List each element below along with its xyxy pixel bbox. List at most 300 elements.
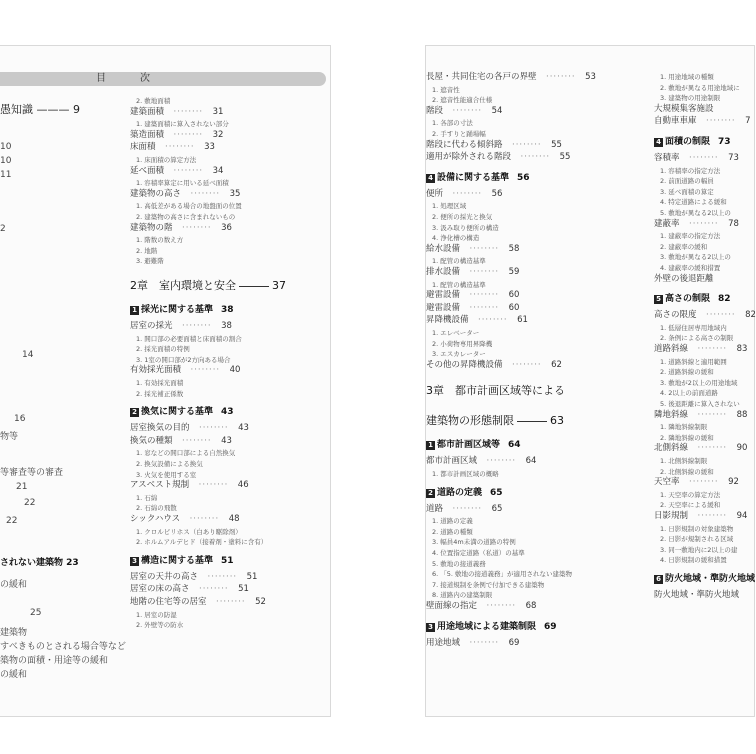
page-number: 62 [551, 359, 562, 370]
right2-sub-entry [654, 534, 733, 545]
book-gutter [330, 0, 426, 754]
right2-sub-entry [654, 422, 707, 433]
left-item-entry[interactable] [130, 107, 223, 118]
left-sub-entry [130, 119, 229, 130]
right2-sub-entry [654, 242, 707, 253]
left-sub-entry [130, 96, 170, 107]
right2-sec-entry[interactable] [654, 137, 731, 148]
entry-title: 用途地域 [426, 637, 461, 648]
leader-dots: ········ [679, 153, 729, 163]
leader-dots: ········ [688, 443, 737, 454]
right-sub-entry [426, 590, 492, 601]
page-number: 56 [491, 188, 503, 199]
left-sec-entry[interactable] [130, 407, 234, 418]
sub-entry-title: 2. 遮音性能適合仕様 [432, 96, 493, 105]
page-number: 73 [728, 153, 739, 163]
cropped-toc-fragment: すべきものとされる場合等など [0, 642, 126, 652]
sub-entry-title: 2. 建築物の高さに含まれないもの [136, 213, 236, 221]
left-sub-entry [130, 527, 242, 538]
cropped-toc-fragment: 11 [0, 170, 12, 180]
entry-title: 床面積 [130, 142, 156, 153]
cropped-toc-fragment: 22 [6, 516, 18, 526]
left-sub-entry [130, 344, 190, 355]
right2-sub-entry [654, 367, 714, 378]
leader-dots: ········ [198, 571, 247, 582]
sub-entry-title: 1. 天空率の算定方法 [660, 490, 721, 499]
right-sub-entry [426, 537, 516, 548]
right2-item-entry[interactable] [654, 219, 739, 230]
sub-entry-title: 3. 敷地が2以上の用途地域 [660, 378, 738, 387]
section-number-badge: 3 [130, 557, 139, 566]
left-sub-entry [130, 235, 183, 246]
right2-item-entry[interactable] [654, 477, 739, 488]
leader-dots: ········ [511, 152, 560, 163]
page-number: 59 [508, 267, 520, 277]
leader-dots: ········ [460, 267, 509, 277]
section-number-badge: 5 [654, 295, 663, 304]
sub-entry-title: 2. 換気設備による換気 [136, 460, 203, 468]
sub-entry-title: 2. 建蔽率の緩和 [660, 242, 708, 251]
leader-dots: ········ [696, 116, 746, 127]
leader-dots: ········ [688, 511, 737, 521]
entry-title: 壁面線の指定 [426, 601, 478, 611]
sub-entry-title: 1. 隣地斜線制限 [660, 423, 708, 432]
cropped-toc-fragment: 25 [30, 608, 42, 618]
left-sub-entry [130, 178, 229, 189]
leader-dots: ········ [460, 290, 509, 301]
leader-dots: ········ [180, 514, 229, 524]
right-sec-entry[interactable] [426, 173, 530, 184]
leader-rule [239, 286, 269, 287]
page-number: 63 [550, 414, 564, 428]
leader-dots: ········ [460, 302, 509, 313]
page-number: 33 [204, 142, 215, 153]
section-number-badge: 2 [426, 489, 435, 498]
left-item-entry[interactable] [130, 597, 266, 608]
page-number: 56 [517, 172, 530, 183]
left-item-entry[interactable] [130, 189, 240, 200]
left-sub-entry [130, 246, 157, 257]
right-chapter-entry[interactable] [426, 414, 564, 428]
right-sub-entry [426, 95, 492, 106]
left-item-entry[interactable] [130, 572, 257, 583]
entry-title: 防火地域・準防火地域 [654, 590, 740, 600]
sub-entry-title: 1. 道路の定義 [432, 517, 473, 526]
sub-entry-title: 1. エレベーター [432, 329, 480, 337]
page-number: 40 [229, 365, 241, 376]
entry-title: 大規模集客施設 [654, 103, 714, 114]
sub-entry-title: 3. 同一敷地内に2以上の建 [660, 545, 738, 554]
leader-dots: ········ [443, 503, 492, 514]
right2-item-entry[interactable] [654, 511, 747, 522]
right-item-entry[interactable] [426, 601, 536, 612]
right-item-entry[interactable] [426, 106, 502, 117]
page-number: 31 [212, 106, 224, 117]
left-sec-entry[interactable] [130, 556, 234, 567]
left-sub-entry [130, 503, 177, 514]
page-number: 60 [508, 290, 520, 301]
entry-title: 隣地斜線 [654, 409, 689, 420]
left-chapter-entry[interactable] [130, 279, 286, 293]
page-number: 51 [221, 555, 234, 566]
sub-entry-title: 1. 建築面積に算入されない部分 [136, 120, 229, 129]
entry-title: 築造面積 [130, 129, 165, 140]
sub-entry-title: 2. 前面道路の幅員 [660, 177, 714, 186]
page-number: 34 [212, 165, 224, 176]
page-number: 90 [736, 443, 748, 454]
leader-dots: ········ [206, 597, 256, 607]
left-sub-entry [130, 378, 183, 389]
entry-title: 地階の住宅等の居室 [130, 597, 207, 607]
page-number: 61 [517, 315, 528, 326]
right-sub-entry [426, 580, 544, 591]
sub-entry-title: 1. 石綿 [136, 493, 158, 502]
right2-item-entry[interactable] [654, 344, 747, 355]
right-item-entry[interactable] [426, 290, 519, 301]
right-item-entry[interactable] [426, 456, 536, 467]
right-item-entry[interactable] [426, 72, 596, 83]
right2-item-entry[interactable] [654, 410, 747, 421]
sub-entry-title: 2. 天空率による緩和 [660, 501, 721, 510]
right-sec-entry[interactable] [426, 488, 503, 499]
page-number: 54 [491, 105, 503, 116]
sub-entry-title: 1. 低層住居専用地域内 [660, 323, 727, 332]
cropped-toc-fragment: 21 [16, 482, 28, 492]
sub-entry-title: 2. 地階 [136, 246, 158, 255]
sub-entry-title: 2. 小荷物専用昇降機 [432, 339, 493, 348]
right2-item-entry[interactable] [654, 274, 714, 285]
leader-dots: ········ [477, 456, 526, 467]
sub-entry-title: 1. 遮音性 [432, 85, 460, 94]
sub-entry-title: 2. 敷地が異なる用途地域に [660, 83, 740, 92]
right-item-entry[interactable] [426, 504, 502, 515]
sub-entry-title: 3. 火気を使用する室 [136, 470, 197, 479]
section-number-badge: 3 [426, 623, 435, 632]
sub-entry-title: 4. 位置指定道路（私道）の基準 [432, 549, 525, 557]
cropped-toc-fragment: 14 [22, 350, 34, 360]
right-sub-entry [426, 548, 525, 559]
sub-entry-title: 1. 道路斜線と適用範囲 [660, 357, 727, 366]
entry-title: 道路 [426, 503, 444, 514]
entry-title: 建築面積 [130, 106, 165, 117]
page-number: 36 [221, 222, 232, 233]
sub-entry-title: 3. 1室の開口部が2方向ある場合 [136, 355, 231, 364]
entry-title: 有効採光面積 [130, 365, 182, 376]
leader-dots: ········ [172, 435, 222, 446]
sub-entry-title: 4. 建蔽率の緩和措置 [660, 264, 721, 272]
sub-entry-title: 2. 石綿の飛散 [136, 504, 177, 513]
entry-title: 避雷設備 [426, 302, 461, 313]
entry-title: 自動車車庫 [654, 116, 697, 127]
leader-dots: ········ [443, 188, 492, 199]
right2-sub-entry [654, 93, 720, 104]
right-sec-entry[interactable] [426, 622, 557, 633]
sub-entry-title: 2. ホルムアルデヒド（接着剤・塗料に含有） [136, 538, 268, 547]
entry-title: 居室の天井の高さ [130, 571, 199, 582]
leader-dots: ········ [189, 584, 239, 595]
sub-entry-title: 3. 延べ面積の算定 [660, 187, 714, 196]
page-number: 82 [718, 294, 731, 305]
left-sub-entry [130, 620, 183, 631]
entry-title: 便所 [426, 188, 444, 199]
toc-header-title: 目 次 [96, 73, 162, 84]
section-title: 換気に関する基準 [141, 407, 214, 418]
section-number-badge: 4 [654, 138, 663, 147]
cropped-toc-fragment: 22 [24, 498, 36, 508]
sub-entry-title: 5. 敷地の接道義務 [432, 559, 486, 568]
sub-entry-title: 1. 都市計画区域の概略 [432, 470, 499, 478]
entry-title: 建築物の高さ [130, 188, 182, 199]
left-item-entry[interactable] [130, 130, 223, 141]
right-sub-entry [426, 201, 466, 212]
left-item-entry[interactable] [130, 436, 232, 447]
entry-title: 北側斜線 [654, 443, 689, 454]
right2-sub-entry [654, 467, 714, 478]
right2-sub-entry [654, 555, 727, 566]
left-item-entry[interactable] [130, 584, 249, 595]
cropped-toc-fragment: 築物の面積・用途等の緩和 [0, 656, 109, 666]
entry-title: 階段に代わる傾斜路 [426, 139, 503, 150]
sub-entry-title: 1. 各部の寸法 [432, 119, 473, 128]
entry-title: シックハウス [130, 514, 181, 524]
sub-entry-title: 1. 開口部の必要面積と床面積の割合 [136, 334, 242, 343]
left-item-entry[interactable] [130, 480, 249, 491]
leader-dots: ········ [164, 106, 213, 117]
page-number: 55 [551, 139, 562, 150]
right2-sub-entry [654, 208, 731, 219]
leader-dots: ········ [189, 423, 239, 434]
right2-sub-entry [654, 378, 737, 389]
right2-sub-entry [654, 166, 720, 177]
leader-dots: ········ [688, 344, 737, 354]
leader-dots: ········ [688, 409, 737, 420]
left-item-entry[interactable] [130, 365, 240, 376]
leader-dots: ········ [502, 139, 552, 150]
section-number-badge: 6 [654, 575, 663, 584]
leader-dots: ········ [696, 310, 746, 321]
right-item-entry[interactable] [426, 244, 519, 255]
cropped-toc-fragment: 愚知識 ——— 9 [0, 103, 80, 116]
sub-entry-title: 2. 道路の種類 [432, 527, 473, 536]
right-chapter-entry[interactable] [426, 384, 565, 398]
page-number: 58 [508, 243, 520, 254]
entry-title: 避雷設備 [426, 290, 461, 301]
left-item-entry[interactable] [130, 223, 232, 234]
page-number: 43 [221, 407, 234, 418]
entry-title: 天空率 [654, 477, 680, 488]
right2-sub-entry [654, 176, 714, 187]
section-title: 道路の定義 [437, 487, 483, 498]
right-sub-entry [426, 469, 499, 480]
right-item-entry[interactable] [426, 152, 570, 163]
left-item-entry[interactable] [130, 142, 215, 153]
sub-entry-title: 4. 2以上の前面道路 [660, 389, 718, 398]
right2-sub-entry [654, 333, 733, 344]
leader-dots: ········ [164, 129, 213, 140]
page-number: 65 [491, 503, 503, 514]
leader-dots: ········ [164, 165, 213, 176]
right-sub-entry [426, 559, 486, 570]
right-sub-entry [426, 569, 572, 580]
leader-dots: ········ [460, 637, 509, 648]
cropped-toc-fragment: 物等 [0, 432, 19, 442]
sub-entry-title: 3. 敷地が異なる2以上の [660, 253, 731, 262]
sub-entry-title: 3. 建築物の用途制限 [660, 94, 721, 103]
page-number: 48 [228, 514, 240, 524]
cropped-toc-fragment: 16 [14, 414, 26, 424]
page-number: 64 [525, 456, 537, 467]
right2-sub-entry [654, 187, 714, 198]
page-number: 60 [508, 302, 520, 313]
sub-entry-title: 2. 採光補正係数 [136, 389, 184, 398]
right2-sub-entry [654, 197, 727, 208]
cropped-toc-fragment: の緩和 [0, 670, 28, 680]
sub-entry-title: 2. 便所の採光と換気 [432, 213, 493, 221]
right-item-entry[interactable] [426, 140, 562, 151]
sub-entry-title: 2. 外壁等の防水 [136, 621, 184, 630]
page-number: 52 [255, 597, 266, 607]
right2-item-entry[interactable] [654, 104, 714, 115]
leader-dots: ········ [443, 105, 492, 116]
left-item-entry[interactable] [130, 321, 232, 332]
left-sub-entry [130, 256, 164, 267]
entry-title: 延べ面積 [130, 165, 165, 176]
right2-sub-entry [654, 263, 720, 274]
sub-entry-title: 1. 容積率算定に用いる延べ面積 [136, 179, 229, 188]
section-title: 面積の制限 [665, 137, 711, 147]
left-sub-entry [130, 610, 177, 621]
cropped-toc-fragment: 10 [0, 156, 12, 166]
sub-entry-title: 1. 容積率の指定方法 [660, 166, 721, 175]
right2-sub-entry [654, 72, 714, 83]
right-item-entry[interactable] [426, 315, 528, 326]
leader-dots: ········ [181, 188, 230, 199]
leader-dots: ········ [477, 601, 526, 611]
sub-entry-title: 2. 採光面積の特例 [136, 345, 190, 354]
section-title: 用途地域による建築制限 [437, 621, 537, 632]
entry-title: アスベスト規制 [130, 480, 190, 491]
entry-title: 居室換気の目的 [130, 423, 190, 434]
right2-sec-entry[interactable] [654, 294, 731, 305]
page-number: 38 [221, 305, 234, 315]
right-item-entry[interactable] [426, 303, 519, 314]
left-sub-entry [130, 212, 235, 223]
sub-entry-title: 5. 後退距離に算入されない [660, 400, 740, 408]
right-sec-entry[interactable] [426, 440, 521, 451]
entry-title: 建築物の階 [130, 222, 173, 233]
left-item-entry[interactable] [130, 514, 240, 525]
leader-rule [517, 421, 547, 422]
left-sub-entry [130, 537, 267, 548]
toc-header-bar [0, 72, 326, 86]
section-number-badge: 2 [130, 408, 139, 417]
sub-entry-title: 1. 有効採光面積 [136, 379, 184, 387]
right-item-entry[interactable] [426, 360, 562, 371]
sub-entry-title: 1. 床面積の算定方法 [136, 156, 197, 164]
leader-dots: ········ [172, 321, 222, 331]
entry-title: その他の昇降機設備 [426, 359, 503, 370]
entry-title: 換気の種類 [130, 435, 173, 446]
sub-entry-title: 1. 窓などの開口部による自然換気 [136, 449, 236, 458]
sub-entry-title: 2. 隣地斜線の緩和 [660, 433, 714, 442]
sub-entry-title: 2. 手すりと踊場幅 [432, 130, 486, 138]
page-number: 73 [718, 137, 731, 147]
sub-entry-title: 1. 配管の構造基準 [432, 257, 486, 266]
right2-item-entry[interactable] [654, 153, 739, 164]
right-page [426, 46, 754, 716]
right2-sub-entry [654, 357, 727, 368]
right2-sub-entry [654, 456, 707, 467]
sub-entry-title: 4. 特定道路による緩和 [660, 198, 727, 207]
page-number: 69 [544, 621, 557, 632]
entry-title: 外壁の後退距離 [654, 273, 714, 284]
sub-entry-title: 2. 北側斜線の緩和 [660, 467, 714, 476]
right2-item-entry[interactable] [654, 116, 751, 127]
page-number: 92 [728, 477, 739, 488]
entry-title: 長屋・共同住宅の各戸の界壁 [426, 72, 537, 82]
left-item-entry[interactable] [130, 166, 223, 177]
page-number: 69 [508, 637, 520, 648]
sub-entry-title: 2. 日影が規制される区域 [660, 535, 734, 544]
section-number-badge: 1 [130, 306, 139, 315]
right-sub-entry [426, 212, 492, 223]
right-sub-entry [426, 328, 479, 339]
leader-dots: ········ [679, 477, 729, 488]
right2-item-entry[interactable] [654, 590, 739, 601]
right-sub-entry [426, 280, 486, 291]
right-sub-entry [426, 256, 486, 267]
left-sec-entry[interactable] [130, 305, 234, 316]
entry-title: 居室の採光 [130, 321, 173, 331]
sub-entry-title: 1. 用途地域の種類 [660, 73, 714, 81]
section-title: 採光に関する基準 [141, 305, 214, 315]
entry-title: 階段 [426, 105, 444, 116]
section-title: 設備に関する基準 [437, 172, 510, 183]
page-number: 53 [585, 72, 596, 82]
leader-dots: ········ [189, 480, 238, 491]
cropped-toc-fragment: の緩和 [0, 580, 28, 590]
page-number: 43 [238, 423, 249, 434]
right2-sub-entry [654, 399, 740, 410]
sub-entry-title: 1. 北側斜線制限 [660, 457, 708, 465]
left-item-entry[interactable] [130, 423, 249, 434]
right-sub-entry [426, 527, 473, 538]
right2-item-entry[interactable] [654, 443, 747, 454]
section-title: 構造に関する基準 [141, 555, 214, 566]
right2-item-entry[interactable] [654, 310, 756, 321]
sub-entry-title: 4. 浄化槽の構造 [432, 234, 480, 243]
right2-sub-entry [654, 490, 720, 501]
right-sub-entry [426, 223, 499, 234]
page-number: 46 [237, 480, 249, 491]
sub-entry-title: 8. 道路内の建築制限 [432, 591, 493, 600]
sub-entry-title: 1. 階数の数え方 [136, 236, 184, 245]
sub-entry-title: 1. 配管の構造基準 [432, 280, 486, 289]
right2-sub-entry [654, 524, 733, 535]
sub-entry-title: 7. 接道規制を条例で付加できる建築物 [432, 580, 545, 589]
right2-sub-entry [654, 545, 737, 556]
right-item-entry[interactable] [426, 638, 519, 649]
right-item-entry[interactable] [426, 267, 519, 278]
right2-sec-entry[interactable] [654, 574, 755, 585]
right2-sub-entry [654, 500, 720, 511]
cropped-toc-fragment: 建築物 [0, 628, 28, 638]
section-number-badge: 1 [426, 441, 435, 450]
right-item-entry[interactable] [426, 189, 502, 200]
right2-sub-entry [654, 231, 720, 242]
section-title: 防火地域・準防火地域 [665, 574, 756, 584]
left-sub-entry [130, 470, 196, 481]
